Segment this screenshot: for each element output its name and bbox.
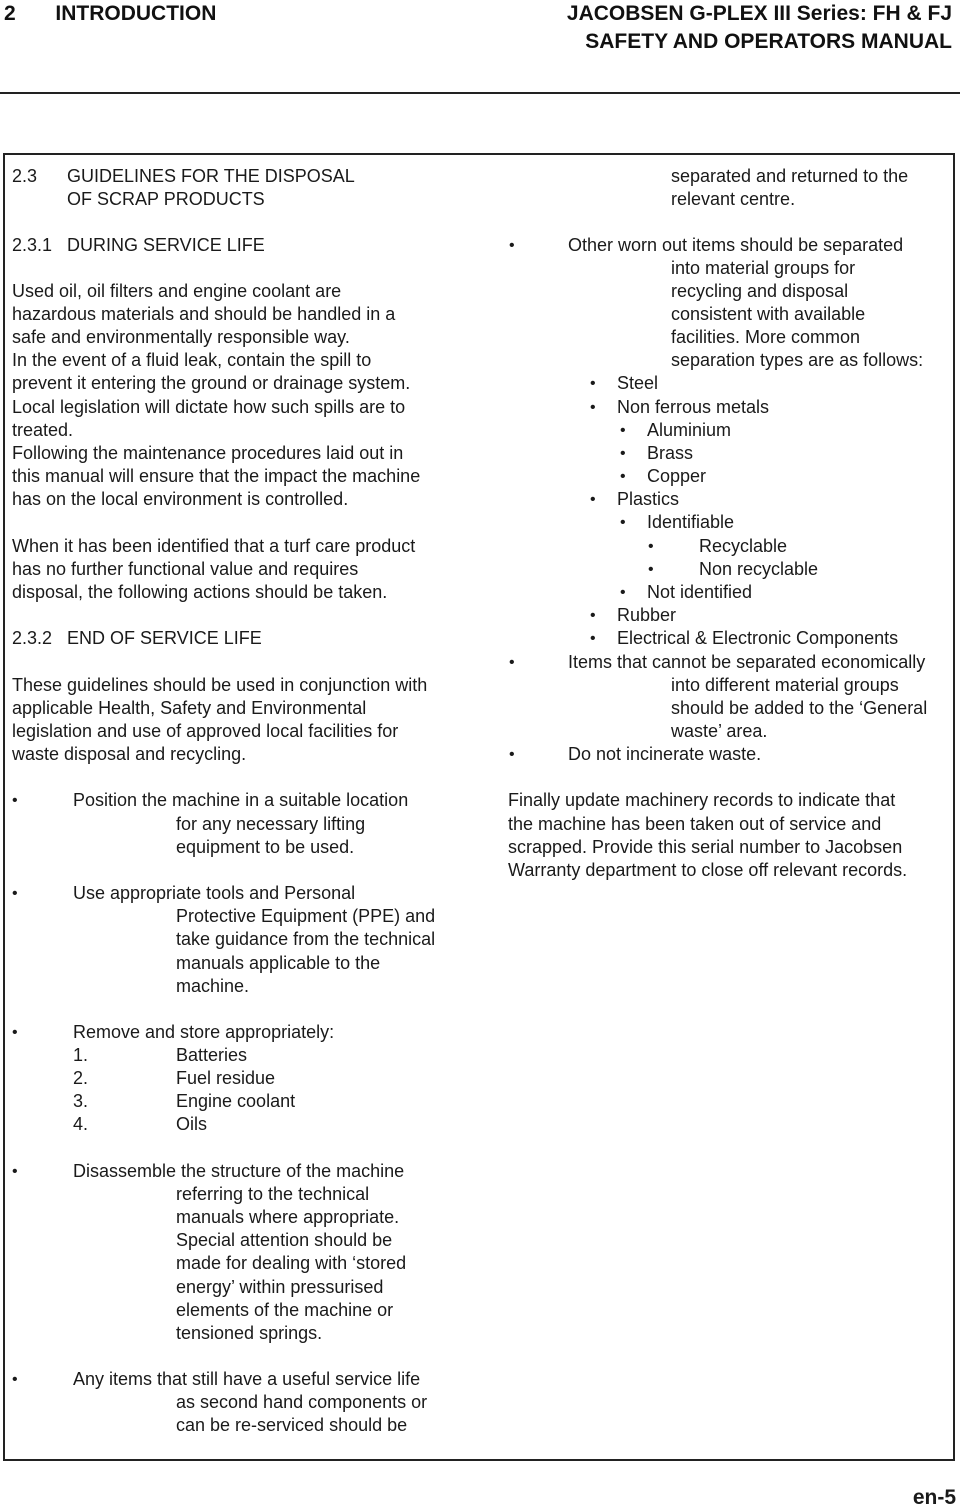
list-item-line: Items that cannot be separated economically bbox=[568, 652, 926, 672]
paragraph-line: Finally update machinery records to indicate that bbox=[508, 790, 896, 810]
material-type: Recyclable bbox=[699, 536, 788, 556]
list-item-line: into material groups for bbox=[671, 258, 856, 278]
list-item-line: manuals where appropriate. bbox=[176, 1207, 400, 1227]
bullet-icon: • bbox=[12, 1163, 18, 1180]
paragraph-line: applicable Health, Safety and Environmental bbox=[12, 698, 367, 718]
paragraph-line: legislation and use of approved local facilities for bbox=[12, 721, 399, 741]
list-item-line: Any items that still have a useful service life bbox=[73, 1369, 421, 1389]
bullet-icon: • bbox=[590, 399, 596, 416]
bullet-icon: • bbox=[12, 885, 18, 902]
list-item-line: separated and returned to the bbox=[671, 166, 909, 186]
list-item-line: take guidance from the technical bbox=[176, 929, 436, 949]
numbered-item-number: 3. bbox=[73, 1091, 89, 1111]
manual-title-line2: SAFETY AND OPERATORS MANUAL bbox=[585, 30, 952, 53]
list-item-line: manuals applicable to the bbox=[176, 953, 381, 973]
material-type: Non recyclable bbox=[699, 559, 819, 579]
paragraph-line: Local legislation will dictate how such spills are to bbox=[12, 397, 406, 417]
section-title: INTRODUCTION bbox=[55, 2, 217, 25]
paragraph-line: These guidelines should be used in conjunction with bbox=[12, 675, 428, 695]
header-rule bbox=[0, 92, 960, 94]
paragraph-line: this manual will ensure that the impact the machine bbox=[12, 466, 421, 486]
material-type: Electrical & Electronic Components bbox=[617, 628, 899, 648]
list-item-line: energy’ within pressurised bbox=[176, 1277, 384, 1297]
heading-2-3-1-number: 2.3.1 bbox=[12, 235, 53, 255]
paragraph-line: prevent it entering the ground or drainage system. bbox=[12, 373, 411, 393]
paragraph-line: In the event of a fluid leak, contain the spill to bbox=[12, 350, 372, 370]
page-number: en-5 bbox=[912, 1486, 956, 1509]
list-item-line: Protective Equipment (PPE) and bbox=[176, 906, 436, 926]
bullet-icon: • bbox=[590, 607, 596, 624]
section-number: 2 bbox=[4, 2, 16, 25]
material-type: Not identified bbox=[647, 582, 753, 602]
heading-2-3-line2: OF SCRAP PRODUCTS bbox=[67, 189, 265, 209]
numbered-item-text: Fuel residue bbox=[176, 1068, 276, 1088]
bullet-icon: • bbox=[509, 746, 515, 763]
list-item-line: into different material groups bbox=[671, 675, 899, 695]
paragraph-line: Warranty department to close off relevant records. bbox=[508, 860, 908, 880]
paragraph-line: has no further functional value and requires bbox=[12, 559, 359, 579]
list-item-line: can be re-serviced should be bbox=[176, 1415, 408, 1435]
list-item-line: made for dealing with ‘stored bbox=[176, 1253, 407, 1273]
numbered-item-number: 2. bbox=[73, 1068, 89, 1088]
heading-2-3-1-title: DURING SERVICE LIFE bbox=[67, 235, 265, 255]
heading-2-3-number: 2.3 bbox=[12, 166, 38, 186]
bullet-icon: • bbox=[590, 630, 596, 647]
bullet-icon: • bbox=[648, 538, 654, 555]
list-item-line: referring to the technical bbox=[176, 1184, 370, 1204]
bullet-icon: • bbox=[620, 445, 626, 462]
paragraph-line: has on the local environment is controlled. bbox=[12, 489, 349, 509]
heading-2-3-2-number: 2.3.2 bbox=[12, 628, 53, 648]
list-item-line: equipment to be used. bbox=[176, 837, 355, 857]
paragraph-line: treated. bbox=[12, 420, 74, 440]
list-item-line: as second hand components or bbox=[176, 1392, 428, 1412]
paragraph-line: safe and environmentally responsible way. bbox=[12, 327, 350, 347]
list-item-line: consistent with available bbox=[671, 304, 866, 324]
paragraph-line: the machine has been taken out of service and bbox=[508, 814, 882, 834]
material-type: Identifiable bbox=[647, 512, 735, 532]
list-item-line: relevant centre. bbox=[671, 189, 796, 209]
heading-2-3-2-title: END OF SERVICE LIFE bbox=[67, 628, 262, 648]
bullet-icon: • bbox=[620, 468, 626, 485]
paragraph-line: hazardous materials and should be handled in a bbox=[12, 304, 396, 324]
list-item-line: for any necessary lifting bbox=[176, 814, 366, 834]
bullet-icon: • bbox=[509, 654, 515, 671]
list-item-line: Other worn out items should be separated bbox=[568, 235, 904, 255]
manual-title bbox=[567, 0, 952, 56]
list-item-line: Remove and store appropriately: bbox=[73, 1022, 335, 1042]
list-item-line: Position the machine in a suitable location bbox=[73, 790, 409, 810]
bullet-icon: • bbox=[620, 422, 626, 439]
list-item-line: recycling and disposal bbox=[671, 281, 849, 301]
bullet-icon: • bbox=[12, 1024, 18, 1041]
material-type: Non ferrous metals bbox=[617, 397, 770, 417]
section-heading bbox=[4, 0, 216, 28]
list-item-line: elements of the machine or bbox=[176, 1300, 394, 1320]
list-item-line: should be added to the ‘General bbox=[671, 698, 928, 718]
bullet-icon: • bbox=[620, 584, 626, 601]
material-type: Copper bbox=[647, 466, 707, 486]
material-type: Plastics bbox=[617, 489, 680, 509]
bullet-icon: • bbox=[12, 1371, 18, 1388]
numbered-item-number: 1. bbox=[73, 1045, 89, 1065]
bullet-icon: • bbox=[509, 237, 515, 254]
numbered-item-text: Batteries bbox=[176, 1045, 248, 1065]
bullet-icon: • bbox=[12, 792, 18, 809]
material-type: Rubber bbox=[617, 605, 677, 625]
paragraph-line: Used oil, oil filters and engine coolant are bbox=[12, 281, 342, 301]
manual-title-line1: JACOBSEN G-PLEX III Series: FH & FJ bbox=[566, 2, 952, 25]
heading-2-3-line1: GUIDELINES FOR THE DISPOSAL bbox=[67, 166, 355, 186]
list-item-line: Do not incinerate waste. bbox=[568, 744, 762, 764]
paragraph-line: scrapped. Provide this serial number to Jacobsen bbox=[508, 837, 903, 857]
bullet-icon: • bbox=[648, 561, 654, 578]
bullet-icon: • bbox=[590, 375, 596, 392]
list-item-line: Use appropriate tools and Personal bbox=[73, 883, 356, 903]
list-item-line: tensioned springs. bbox=[176, 1323, 323, 1343]
list-item-line: Special attention should be bbox=[176, 1230, 393, 1250]
bullet-icon: • bbox=[590, 491, 596, 508]
paragraph-line: waste disposal and recycling. bbox=[12, 744, 247, 764]
numbered-item-number: 4. bbox=[73, 1114, 89, 1134]
paragraph-line: disposal, the following actions should be taken. bbox=[12, 582, 388, 602]
material-type: Brass bbox=[647, 443, 694, 463]
material-type: Steel bbox=[617, 373, 659, 393]
numbered-item-text: Oils bbox=[176, 1114, 207, 1134]
list-item-line: machine. bbox=[176, 976, 250, 996]
paragraph-line: Following the maintenance procedures laid out in bbox=[12, 443, 404, 463]
bullet-icon: • bbox=[620, 514, 626, 531]
list-item-line: separation types are as follows: bbox=[671, 350, 924, 370]
list-item-line: waste’ area. bbox=[671, 721, 768, 741]
numbered-item-text: Engine coolant bbox=[176, 1091, 296, 1111]
list-item-line: facilities. More common bbox=[671, 327, 861, 347]
material-type: Aluminium bbox=[647, 420, 732, 440]
list-item-line: Disassemble the structure of the machine bbox=[73, 1161, 405, 1181]
paragraph-line: When it has been identified that a turf care product bbox=[12, 536, 416, 556]
